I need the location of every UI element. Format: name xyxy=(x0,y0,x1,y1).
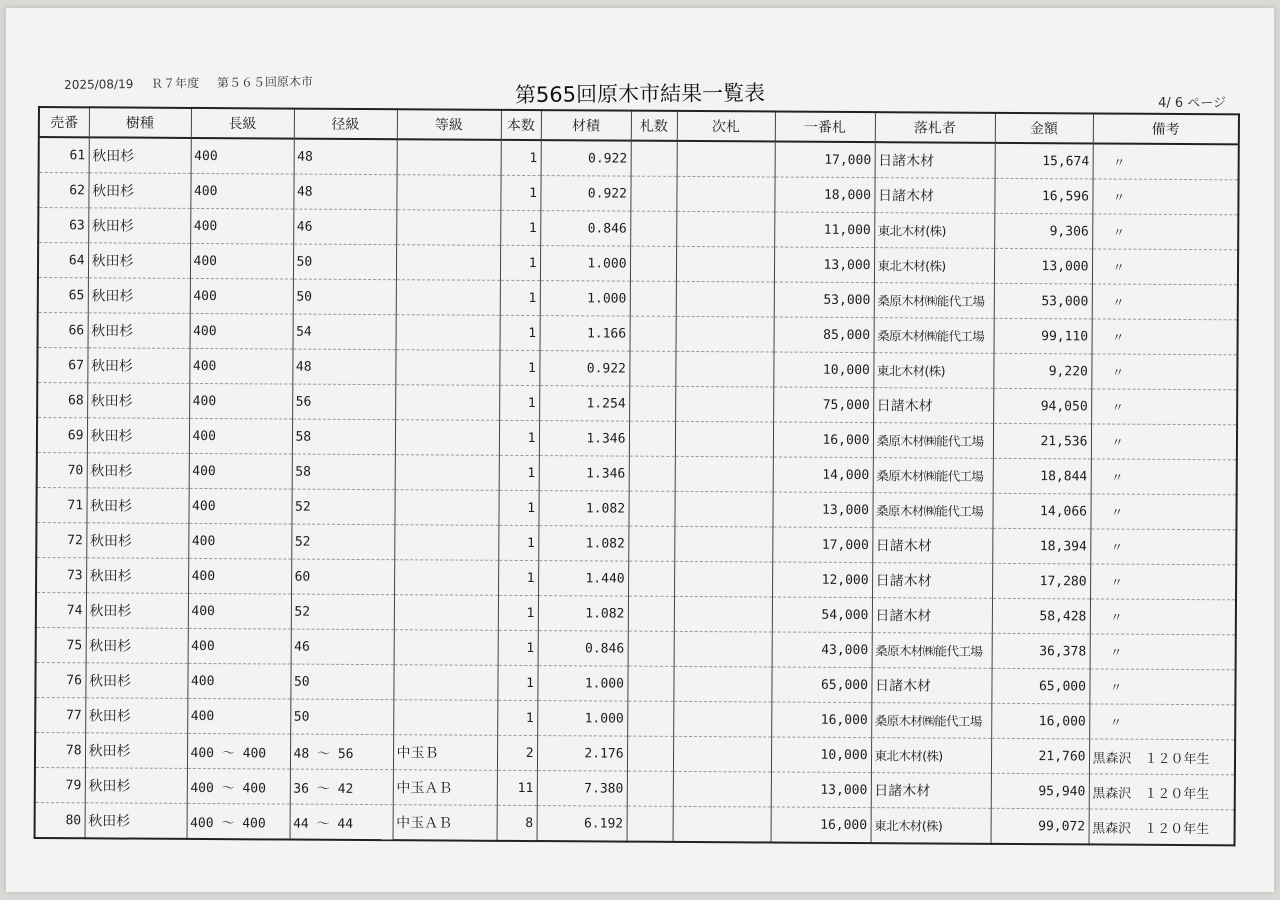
winner-cell: 日諸木材 xyxy=(874,178,994,214)
results-table-container xyxy=(34,106,1240,846)
bid-count-cell xyxy=(629,421,675,456)
species-cell: 秋田杉 xyxy=(87,383,189,419)
volume-cell: 1.440 xyxy=(538,561,628,597)
remarks-cell: 黒森沢 １２０年生 xyxy=(1089,774,1235,810)
species-cell: 秋田杉 xyxy=(87,453,189,489)
winner-cell: 日諸木材 xyxy=(871,668,991,704)
diameter-cell: 50 xyxy=(293,244,396,280)
species-cell: 秋田杉 xyxy=(85,733,187,769)
length-cell: 400 xyxy=(190,173,293,209)
remarks-cell: 黒森沢 １２０年生 xyxy=(1089,809,1235,845)
bid-count-cell xyxy=(630,281,676,316)
bid-count-cell xyxy=(629,351,675,386)
length-cell: 400 xyxy=(188,558,291,594)
bid-count-cell xyxy=(630,316,676,351)
volume-cell: 1.082 xyxy=(538,491,628,527)
winner-cell: 日諸木材 xyxy=(875,142,995,178)
remarks-cell: 〃 xyxy=(1091,354,1237,390)
winner-cell: 桑原木材㈱能代工場 xyxy=(872,633,992,669)
count-cell: 1 xyxy=(499,350,539,385)
table-body xyxy=(35,137,1239,845)
count-cell: 1 xyxy=(500,315,540,350)
bid-count-cell xyxy=(631,141,677,177)
length-cell: 400 xyxy=(187,663,290,699)
top-bid-cell: 16,000 xyxy=(771,702,871,738)
diameter-cell: 52 xyxy=(291,524,394,560)
grade-cell: 中玉ＡＢ xyxy=(393,770,497,806)
second-bid-cell xyxy=(675,386,773,422)
event-name: 第５６５回原木市 xyxy=(216,74,314,90)
count-cell: 1 xyxy=(498,630,538,665)
species-cell: 秋田杉 xyxy=(88,313,190,349)
diameter-cell: 50 xyxy=(290,664,393,700)
amount-cell: 21,760 xyxy=(991,738,1089,774)
top-bid-cell: 16,000 xyxy=(771,807,871,843)
length-cell: 400 xyxy=(189,418,292,454)
lot-number-cell: 68 xyxy=(37,383,87,418)
diameter-cell: 36 ～ 42 xyxy=(290,769,393,805)
remarks-cell: 〃 xyxy=(1089,669,1235,705)
bid-count-cell xyxy=(628,526,674,561)
amount-cell: 36,378 xyxy=(992,633,1090,669)
winner-cell: 日諸木材 xyxy=(871,773,991,809)
bid-count-cell xyxy=(629,456,675,491)
amount-cell: 14,066 xyxy=(992,493,1090,529)
grade-cell xyxy=(396,315,500,351)
winner-cell: 桑原木材㈱能代工場 xyxy=(873,423,993,459)
diameter-cell: 48 xyxy=(292,349,395,385)
second-bid-cell xyxy=(673,736,771,772)
diameter-cell: 46 xyxy=(291,629,394,665)
second-bid-cell xyxy=(674,596,772,632)
amount-cell: 99,110 xyxy=(994,318,1092,354)
winner-cell: 東北木材(株) xyxy=(874,213,994,249)
volume-cell: 2.176 xyxy=(537,736,627,772)
lot-number-cell: 63 xyxy=(38,208,88,243)
species-cell: 秋田杉 xyxy=(85,698,187,734)
top-bid-cell: 17,000 xyxy=(772,527,872,563)
volume-cell: 0.846 xyxy=(538,631,628,667)
results-table xyxy=(34,106,1240,846)
grade-cell xyxy=(394,490,498,526)
species-cell: 秋田杉 xyxy=(85,803,187,839)
top-bid-cell: 12,000 xyxy=(772,562,872,598)
second-bid-cell xyxy=(673,806,771,842)
length-cell: 400 xyxy=(188,523,291,559)
bid-count-cell xyxy=(627,771,673,806)
length-cell: 400 ～ 400 xyxy=(187,768,290,804)
species-cell: 秋田杉 xyxy=(86,523,188,559)
amount-cell: 53,000 xyxy=(994,283,1092,319)
column-header: 等級 xyxy=(397,109,501,140)
length-cell: 400 xyxy=(189,383,292,419)
grade-cell xyxy=(394,525,498,561)
species-cell: 秋田杉 xyxy=(86,628,188,664)
winner-cell: 東北木材(株) xyxy=(871,738,991,774)
count-cell: 1 xyxy=(498,560,538,595)
top-bid-cell: 75,000 xyxy=(773,387,873,423)
top-bid-cell: 18,000 xyxy=(774,177,874,213)
count-cell: 1 xyxy=(500,175,540,210)
table-row xyxy=(35,802,1235,845)
count-cell: 1 xyxy=(500,210,540,245)
print-date: 2025/08/19 xyxy=(64,77,134,92)
diameter-cell: 60 xyxy=(291,559,394,595)
grade-cell xyxy=(395,350,499,386)
volume-cell: 6.192 xyxy=(537,806,627,842)
amount-cell: 13,000 xyxy=(994,248,1092,284)
diameter-cell: 48 xyxy=(294,139,397,175)
amount-cell: 9,220 xyxy=(993,353,1091,389)
count-cell: 1 xyxy=(500,245,540,280)
lot-number-cell: 61 xyxy=(39,137,89,173)
diameter-cell: 48 xyxy=(293,174,396,210)
species-cell: 秋田杉 xyxy=(85,663,187,699)
volume-cell: 1.082 xyxy=(538,596,628,632)
volume-cell: 1.082 xyxy=(538,526,628,562)
column-header: 樹種 xyxy=(89,107,191,138)
count-cell: 1 xyxy=(501,140,541,176)
volume-cell: 1.166 xyxy=(540,316,630,352)
volume-cell: 1.000 xyxy=(540,281,630,317)
grade-cell xyxy=(393,665,497,701)
lot-number-cell: 66 xyxy=(38,313,88,348)
grade-cell xyxy=(396,280,500,316)
bid-count-cell xyxy=(630,211,676,246)
length-cell: 400 ～ 400 xyxy=(187,803,290,839)
lot-number-cell: 69 xyxy=(37,418,87,453)
remarks-cell: 〃 xyxy=(1090,529,1236,565)
winner-cell: 桑原木材㈱能代工場 xyxy=(874,283,994,319)
species-cell: 秋田杉 xyxy=(89,137,191,173)
grade-cell xyxy=(397,139,501,175)
count-cell: 8 xyxy=(497,805,537,841)
winner-cell: 桑原木材㈱能代工場 xyxy=(873,458,993,494)
length-cell: 400 xyxy=(188,628,291,664)
top-bid-cell: 10,000 xyxy=(773,352,873,388)
remarks-cell: 〃 xyxy=(1089,704,1235,740)
lot-number-cell: 79 xyxy=(35,767,85,802)
diameter-cell: 48 ～ 56 xyxy=(290,734,393,770)
bid-count-cell xyxy=(630,176,676,211)
top-bid-cell: 17,000 xyxy=(775,142,875,178)
bid-count-cell xyxy=(627,806,673,842)
volume-cell: 0.922 xyxy=(539,351,629,387)
length-cell: 400 xyxy=(189,348,292,384)
volume-cell: 7.380 xyxy=(537,771,627,807)
lot-number-cell: 71 xyxy=(36,487,86,522)
lot-number-cell: 73 xyxy=(36,557,86,592)
top-bid-cell: 65,000 xyxy=(771,667,871,703)
top-bid-cell: 13,000 xyxy=(771,772,871,808)
remarks-cell: 〃 xyxy=(1092,214,1238,250)
length-cell: 400 xyxy=(190,208,293,244)
column-header: 売番 xyxy=(39,107,89,137)
amount-cell: 94,050 xyxy=(993,388,1091,424)
second-bid-cell xyxy=(673,701,771,737)
remarks-cell: 〃 xyxy=(1090,634,1236,670)
second-bid-cell xyxy=(674,491,772,527)
amount-cell: 95,940 xyxy=(991,773,1089,809)
top-bid-cell: 13,000 xyxy=(774,247,874,283)
length-cell: 400 xyxy=(191,138,294,174)
lot-number-cell: 75 xyxy=(36,627,86,662)
grade-cell xyxy=(396,245,500,281)
diameter-cell: 52 xyxy=(291,594,394,630)
lot-number-cell: 78 xyxy=(35,732,85,767)
winner-cell: 桑原木材㈱能代工場 xyxy=(872,493,992,529)
length-cell: 400 xyxy=(188,593,291,629)
winner-cell: 桑原木材㈱能代工場 xyxy=(874,318,994,354)
remarks-cell: 〃 xyxy=(1092,319,1238,355)
grade-cell xyxy=(395,385,499,421)
species-cell: 秋田杉 xyxy=(86,593,188,629)
remarks-cell: 〃 xyxy=(1092,249,1238,285)
grade-cell xyxy=(396,210,500,246)
species-cell: 秋田杉 xyxy=(86,488,188,524)
amount-cell: 99,072 xyxy=(991,808,1089,844)
winner-cell: 東北木材(株) xyxy=(874,248,994,284)
count-cell: 1 xyxy=(498,490,538,525)
column-header: 札数 xyxy=(631,111,677,141)
amount-cell: 18,394 xyxy=(992,528,1090,564)
bid-count-cell xyxy=(628,491,674,526)
column-header: 一番札 xyxy=(775,112,875,143)
lot-number-cell: 67 xyxy=(37,348,87,383)
column-header: 材積 xyxy=(541,110,631,141)
amount-cell: 58,428 xyxy=(992,598,1090,634)
grade-cell xyxy=(395,420,499,456)
remarks-cell: 〃 xyxy=(1091,389,1237,425)
count-cell: 1 xyxy=(499,455,539,490)
winner-cell: 日諸木材 xyxy=(873,388,993,424)
diameter-cell: 50 xyxy=(290,699,393,735)
volume-cell: 1.346 xyxy=(539,421,629,457)
remarks-cell: 〃 xyxy=(1090,494,1236,530)
volume-cell: 1.254 xyxy=(539,386,629,422)
amount-cell: 15,674 xyxy=(995,143,1093,179)
grade-cell: 中玉ＡＢ xyxy=(393,805,497,841)
second-bid-cell xyxy=(676,316,774,352)
second-bid-cell xyxy=(677,141,775,177)
remarks-cell: 〃 xyxy=(1091,459,1237,495)
second-bid-cell xyxy=(676,176,774,212)
lot-number-cell: 70 xyxy=(37,452,87,487)
winner-cell: 東北木材(株) xyxy=(873,353,993,389)
volume-cell: 1.000 xyxy=(537,666,627,702)
species-cell: 秋田杉 xyxy=(85,768,187,804)
grade-cell xyxy=(394,560,498,596)
second-bid-cell xyxy=(676,246,774,282)
bid-count-cell xyxy=(628,596,674,631)
lot-number-cell: 64 xyxy=(38,243,88,278)
lot-number-cell: 76 xyxy=(35,662,85,697)
winner-cell: 日諸木材 xyxy=(872,598,992,634)
volume-cell: 1.346 xyxy=(539,456,629,492)
bid-count-cell xyxy=(629,386,675,421)
count-cell: 1 xyxy=(498,595,538,630)
bid-count-cell xyxy=(630,246,676,281)
grade-cell: 中玉Ｂ xyxy=(393,735,497,771)
volume-cell: 0.846 xyxy=(540,211,630,247)
column-header: 本数 xyxy=(501,110,541,140)
lot-number-cell: 77 xyxy=(35,697,85,732)
length-cell: 400 ～ 400 xyxy=(187,733,290,769)
top-bid-cell: 85,000 xyxy=(774,317,874,353)
length-cell: 400 xyxy=(187,698,290,734)
remarks-cell: 〃 xyxy=(1090,599,1236,635)
diameter-cell: 58 xyxy=(292,419,395,455)
top-bid-cell: 16,000 xyxy=(773,422,873,458)
second-bid-cell xyxy=(673,666,771,702)
column-header: 落札者 xyxy=(875,112,995,143)
lot-number-cell: 62 xyxy=(38,173,88,208)
top-bid-cell: 11,000 xyxy=(774,212,874,248)
volume-cell: 1.000 xyxy=(537,701,627,737)
top-bid-cell: 10,000 xyxy=(771,737,871,773)
species-cell: 秋田杉 xyxy=(88,243,190,279)
diameter-cell: 56 xyxy=(292,384,395,420)
length-cell: 400 xyxy=(190,313,293,349)
diameter-cell: 46 xyxy=(293,209,396,245)
volume-cell: 1.000 xyxy=(540,246,630,282)
winner-cell: 東北木材(株) xyxy=(871,808,991,844)
species-cell: 秋田杉 xyxy=(88,208,190,244)
column-header: 金額 xyxy=(995,113,1093,144)
grade-cell xyxy=(395,455,499,491)
top-bid-cell: 53,000 xyxy=(774,282,874,318)
lot-number-cell: 74 xyxy=(36,592,86,627)
species-cell: 秋田杉 xyxy=(87,348,189,384)
count-cell: 1 xyxy=(500,280,540,315)
count-cell: 11 xyxy=(497,770,537,805)
remarks-cell: 〃 xyxy=(1093,143,1239,179)
diameter-cell: 50 xyxy=(293,279,396,315)
amount-cell: 9,306 xyxy=(994,213,1092,249)
winner-cell: 桑原木材㈱能代工場 xyxy=(871,703,991,739)
remarks-cell: 黒森沢 １２０年生 xyxy=(1089,739,1235,775)
count-cell: 1 xyxy=(497,665,537,700)
winner-cell: 日諸木材 xyxy=(872,563,992,599)
count-cell: 1 xyxy=(499,385,539,420)
volume-cell: 0.922 xyxy=(540,176,630,212)
species-cell: 秋田杉 xyxy=(88,173,190,209)
count-cell: 1 xyxy=(499,420,539,455)
second-bid-cell xyxy=(674,631,772,667)
lot-number-cell: 65 xyxy=(38,278,88,313)
second-bid-cell xyxy=(673,771,771,807)
second-bid-cell xyxy=(676,211,774,247)
bid-count-cell xyxy=(627,701,673,736)
page-number: 4/ 6 ページ xyxy=(1158,96,1226,111)
length-cell: 400 xyxy=(188,488,291,524)
column-header: 次札 xyxy=(677,111,775,142)
second-bid-cell xyxy=(675,421,773,457)
top-bid-cell: 54,000 xyxy=(772,597,872,633)
amount-cell: 17,280 xyxy=(992,563,1090,599)
column-header: 長級 xyxy=(191,108,294,139)
species-cell: 秋田杉 xyxy=(87,418,189,454)
lot-number-cell: 72 xyxy=(36,522,86,557)
amount-cell: 16,000 xyxy=(991,703,1089,739)
count-cell: 1 xyxy=(497,700,537,735)
grade-cell xyxy=(394,630,498,666)
species-cell: 秋田杉 xyxy=(88,278,190,314)
amount-cell: 16,596 xyxy=(994,178,1092,214)
count-cell: 2 xyxy=(497,735,537,770)
amount-cell: 18,844 xyxy=(993,458,1091,494)
second-bid-cell xyxy=(676,281,774,317)
diameter-cell: 58 xyxy=(292,454,395,490)
grade-cell xyxy=(396,175,500,211)
species-cell: 秋田杉 xyxy=(86,558,188,594)
page-title: 第565回原木市結果一覧表 xyxy=(514,80,766,108)
count-cell: 1 xyxy=(498,525,538,560)
lot-number-cell: 80 xyxy=(65,812,82,828)
fiscal-year: Ｒ７年度 xyxy=(151,76,200,91)
length-cell: 400 xyxy=(190,278,293,314)
amount-cell: 21,536 xyxy=(993,423,1091,459)
column-header: 径級 xyxy=(294,109,397,140)
volume-cell: 0.922 xyxy=(541,140,631,176)
top-bid-cell: 43,000 xyxy=(772,632,872,668)
bid-count-cell xyxy=(627,666,673,701)
top-bid-cell: 13,000 xyxy=(772,492,872,528)
diameter-cell: 54 xyxy=(293,314,396,350)
grade-cell xyxy=(394,595,498,631)
bid-count-cell xyxy=(627,736,673,771)
winner-cell: 日諸木材 xyxy=(872,528,992,564)
amount-cell: 65,000 xyxy=(991,668,1089,704)
grade-cell xyxy=(393,700,497,736)
second-bid-cell xyxy=(675,456,773,492)
bid-count-cell xyxy=(628,561,674,596)
remarks-cell: 〃 xyxy=(1092,179,1238,215)
bid-count-cell xyxy=(628,631,674,666)
second-bid-cell xyxy=(674,561,772,597)
second-bid-cell xyxy=(674,526,772,562)
diameter-cell: 52 xyxy=(291,489,394,525)
diameter-cell: 44 ～ 44 xyxy=(290,804,393,840)
length-cell: 400 xyxy=(189,453,292,489)
remarks-cell: 〃 xyxy=(1090,564,1236,600)
remarks-cell: 〃 xyxy=(1091,424,1237,460)
length-cell: 400 xyxy=(190,243,293,279)
column-header: 備考 xyxy=(1093,113,1239,144)
top-bid-cell: 14,000 xyxy=(773,457,873,493)
second-bid-cell xyxy=(675,351,773,387)
remarks-cell: 〃 xyxy=(1092,284,1238,320)
